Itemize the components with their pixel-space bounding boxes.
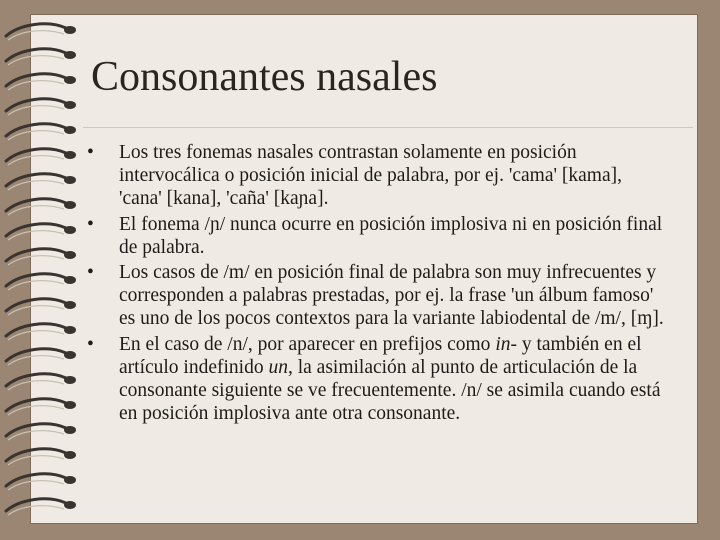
bullet-text: Los casos de /m/ en posición final de palabra son muy infrecuentes y corresponden a palabras prestadas, por ej. la frase 'un álbum famoso' es uno de los pocos contextos para la variante labiodental de /m/, [ɱ]. [119,262,664,330]
title-divider [83,127,693,128]
bullet-item [87,213,667,259]
bullet-list [87,141,667,427]
bullet-marker: • [87,262,94,284]
bullet-text: Los tres fonemas nasales contrastan solamente en posición intervocálica o posición inicial de palabra, por ej. 'cama' [kama], 'cana' [kana], 'caña' [kaɲa]. [119,142,622,210]
bullet-item [87,261,667,331]
bullet-text-italic: un [268,356,288,378]
bullet-text: , la asimilación al punto de articulación de la consonante siguiente se ve frecuentemente. /n/ se asimila cuando está en posición implosiva ante otra consonante. [119,356,661,425]
slide-title: Consonantes nasales [91,54,438,100]
bullet-marker: • [87,333,94,355]
bullet-item [87,141,667,211]
bullet-marker: • [87,213,94,235]
bullet-text: El fonema /ɲ/ nunca ocurre en posición implosiva ni en posición final de palabra. [119,213,663,258]
bullet-item [87,333,667,426]
bullet-marker: • [87,142,94,163]
bullet-text: y también en el artículo indefinido [119,333,642,378]
bullet-text-italic: in- [495,333,517,355]
bullet-text: En el caso de /n/, por aparecer en prefijos como [119,333,496,355]
slide-page [30,14,698,524]
